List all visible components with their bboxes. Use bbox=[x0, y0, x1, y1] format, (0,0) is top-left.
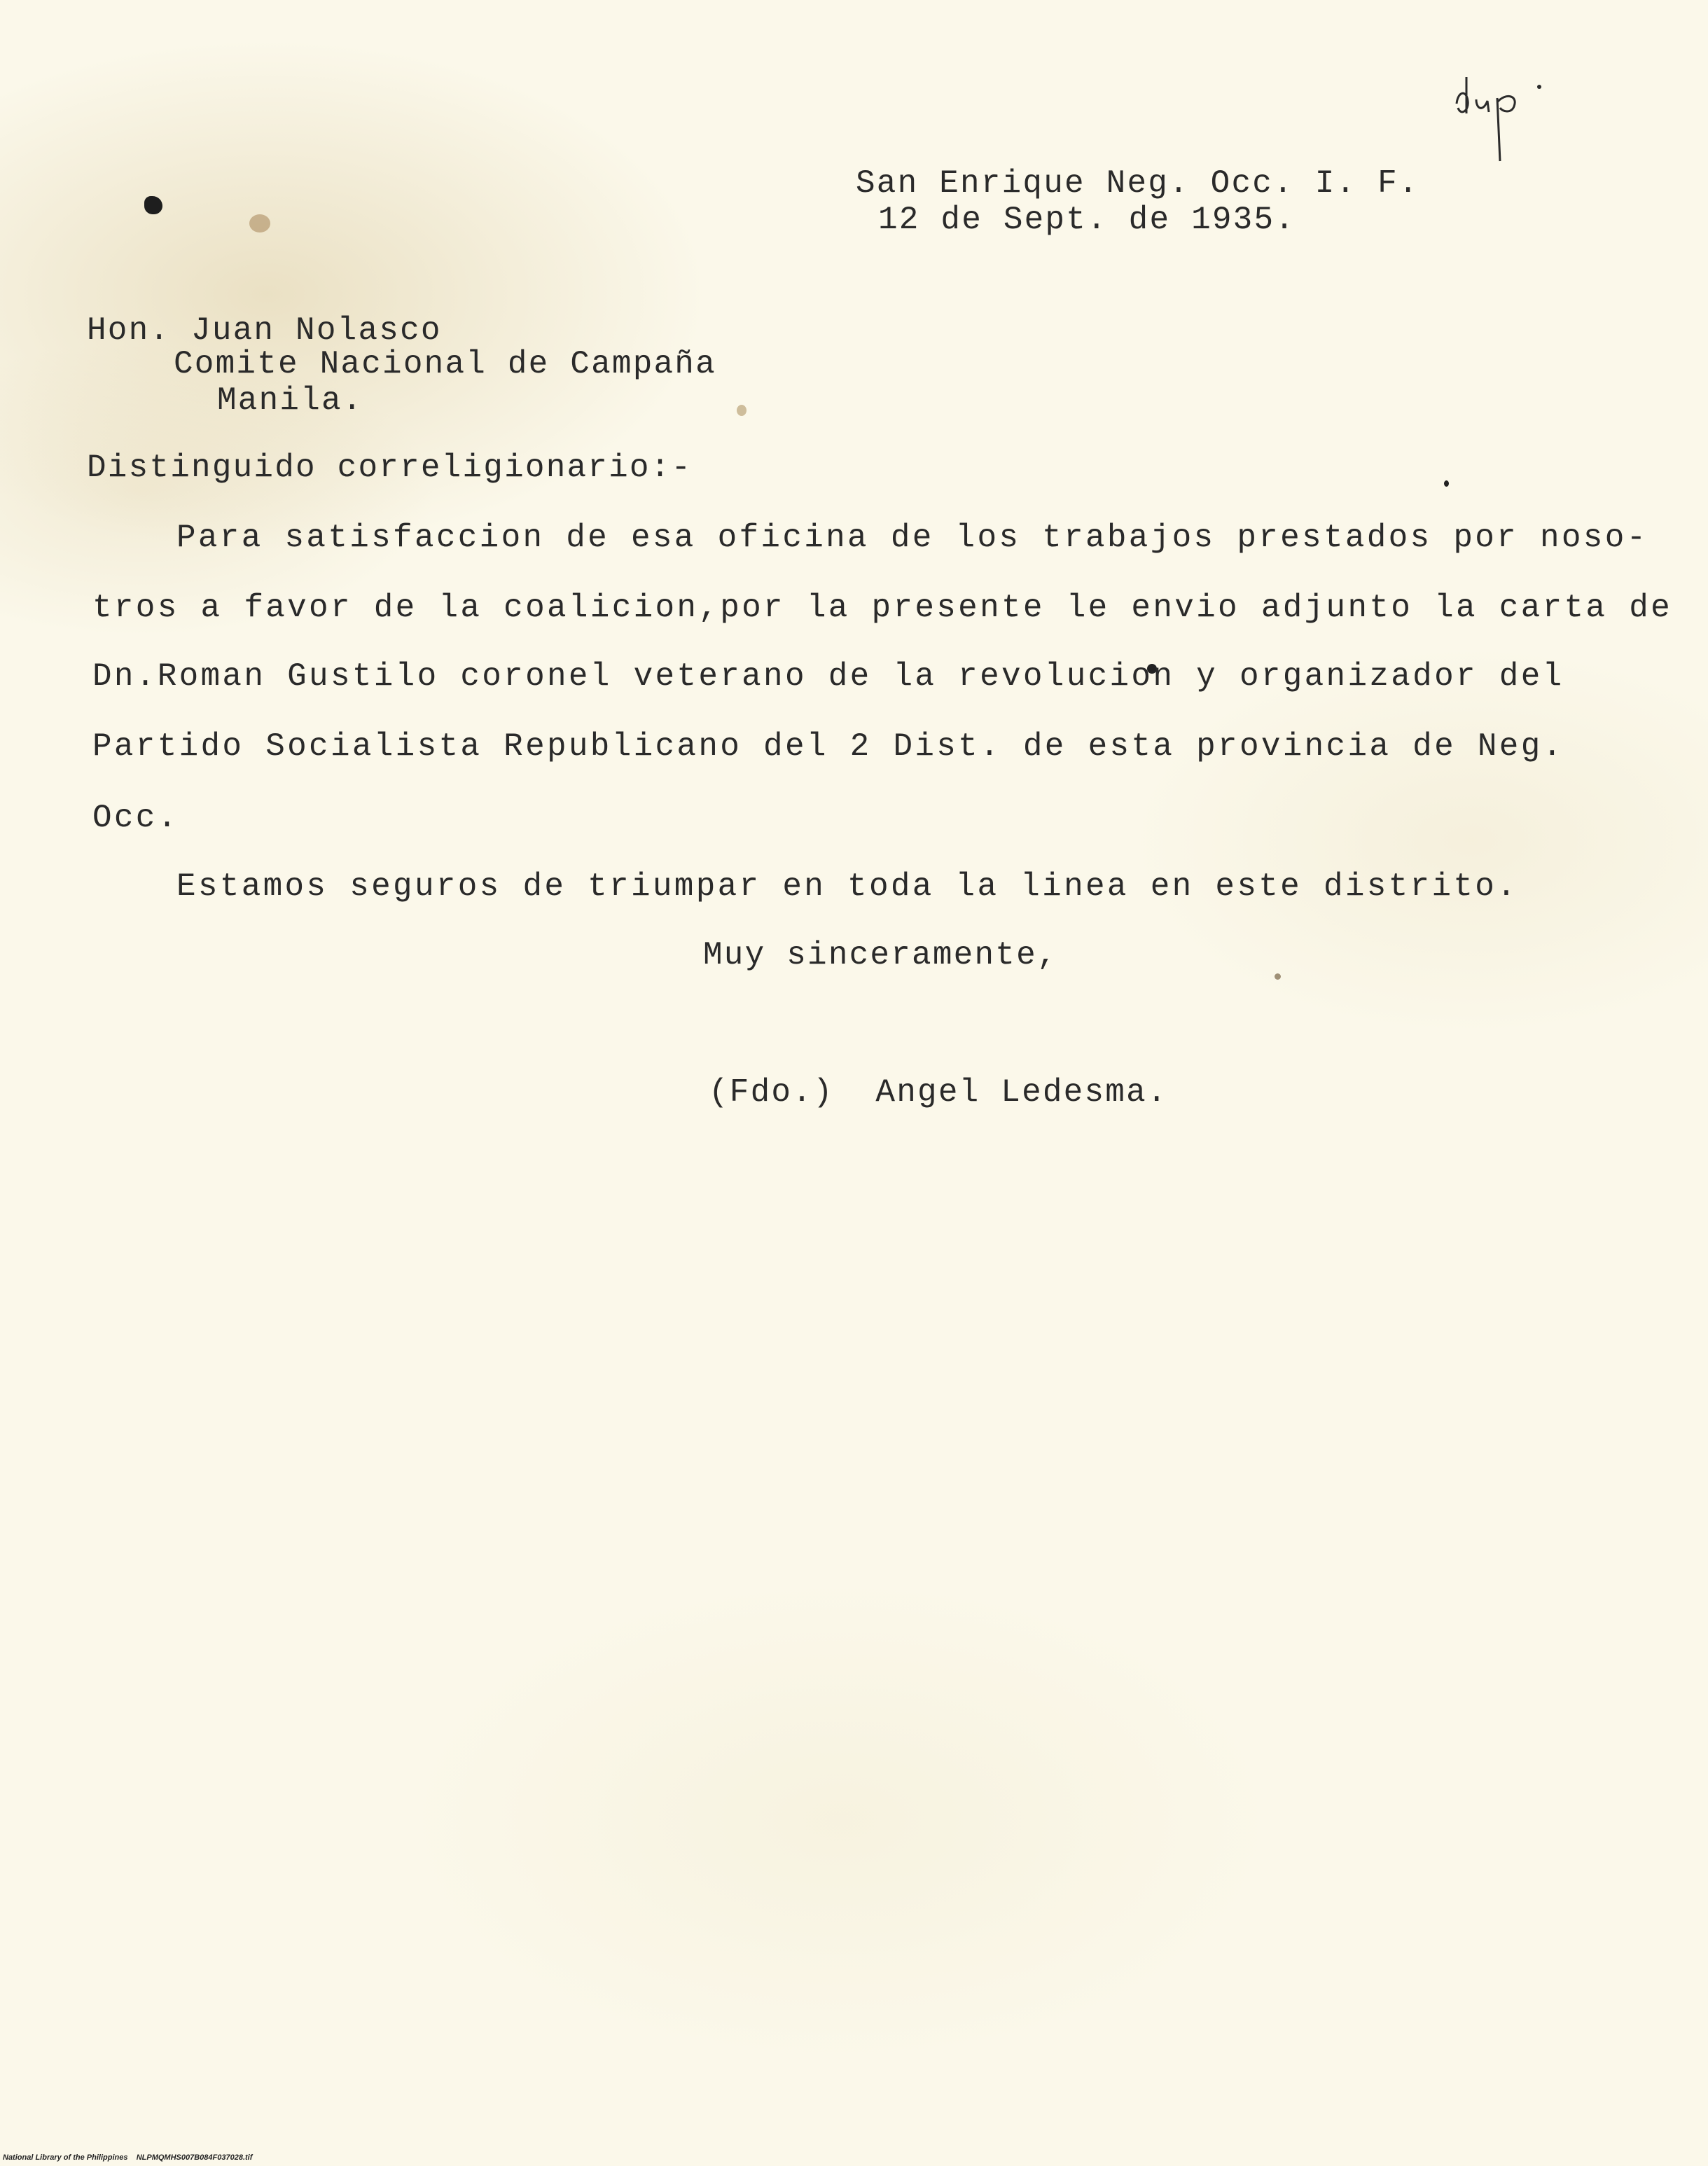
closing: Muy sinceramente, bbox=[703, 937, 1058, 973]
recipient-city: Manila. bbox=[217, 382, 363, 419]
letter-place: San Enrique Neg. Occ. I. F. bbox=[856, 165, 1419, 202]
body-line: Dn.Roman Gustilo coronel veterano de la revolucion y organizador del bbox=[92, 658, 1564, 695]
body-line: tros a favor de la coalicion,por la presente le envio adjunto la carta de bbox=[92, 590, 1673, 626]
stain-spot bbox=[249, 214, 270, 232]
ink-speck bbox=[1444, 480, 1449, 487]
handwritten-note bbox=[1451, 49, 1577, 168]
recipient-name: Hon. Juan Nolasco bbox=[87, 312, 442, 349]
body-line: Occ. bbox=[92, 800, 179, 836]
body-line: Estamos seguros de triumpar en toda la linea en este distrito. bbox=[176, 868, 1519, 905]
ink-blot bbox=[144, 196, 162, 214]
body-line: Para satisfaccion de esa oficina de los trabajos prestados por noso- bbox=[176, 520, 1648, 556]
salutation: Distinguido correligionario:- bbox=[87, 450, 693, 486]
ink-speck bbox=[1275, 973, 1281, 980]
recipient-org: Comite Nacional de Campaña bbox=[174, 346, 716, 382]
footer-library: National Library of the Philippines bbox=[3, 2153, 128, 2162]
letter-date: 12 de Sept. de 1935. bbox=[878, 202, 1296, 238]
footer-file: NLPMQMHS007B084F037028.tif bbox=[136, 2153, 253, 2162]
stain-spot bbox=[737, 405, 747, 416]
archive-footer bbox=[3, 2153, 252, 2162]
handwritten-note-drawing bbox=[1451, 49, 1577, 168]
signature: (Fdo.) Angel Ledesma. bbox=[709, 1074, 1168, 1111]
body-line: Partido Socialista Republicano del 2 Dist. de esta provincia de Neg. bbox=[92, 728, 1564, 765]
